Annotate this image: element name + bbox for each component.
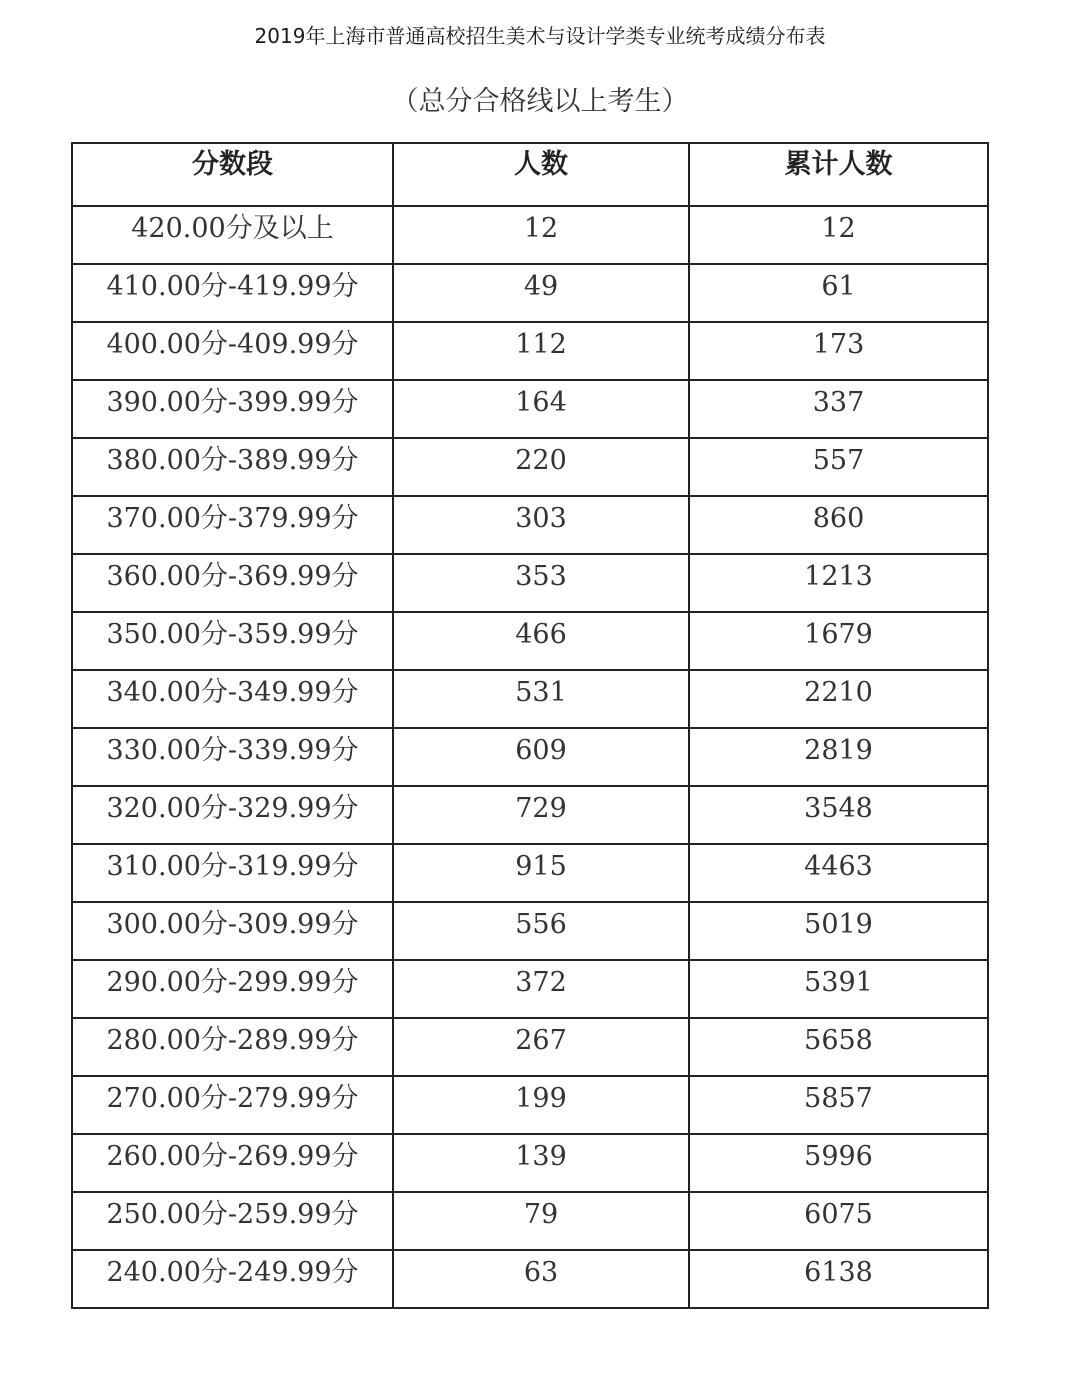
cell-cumulative: 6138 — [689, 1250, 988, 1308]
table-row — [72, 206, 988, 264]
cell-cumulative: 12 — [689, 206, 988, 264]
cell-score-range: 350.00分-359.99分 — [72, 612, 393, 670]
table-row — [72, 844, 988, 902]
cell-cumulative: 4463 — [689, 844, 988, 902]
cell-cumulative: 860 — [689, 496, 988, 554]
cell-score-range: 340.00分-349.99分 — [72, 670, 393, 728]
cell-count: 112 — [393, 322, 689, 380]
cell-score-range: 260.00分-269.99分 — [72, 1134, 393, 1192]
table-row — [72, 380, 988, 438]
cell-count: 79 — [393, 1192, 689, 1250]
table-row — [72, 728, 988, 786]
table-row — [72, 1076, 988, 1134]
cell-score-range: 250.00分-259.99分 — [72, 1192, 393, 1250]
cell-score-range: 410.00分-419.99分 — [72, 264, 393, 322]
cell-count: 49 — [393, 264, 689, 322]
cell-count: 220 — [393, 438, 689, 496]
table-row — [72, 496, 988, 554]
header-cumulative: 累计人数 — [689, 143, 988, 206]
cell-cumulative: 5857 — [689, 1076, 988, 1134]
table-row — [72, 554, 988, 612]
cell-count: 353 — [393, 554, 689, 612]
cell-cumulative: 6075 — [689, 1192, 988, 1250]
table-row — [72, 612, 988, 670]
cell-score-range: 280.00分-289.99分 — [72, 1018, 393, 1076]
cell-count: 609 — [393, 728, 689, 786]
cell-count: 303 — [393, 496, 689, 554]
cell-score-range: 390.00分-399.99分 — [72, 380, 393, 438]
cell-cumulative: 1213 — [689, 554, 988, 612]
cell-count: 531 — [393, 670, 689, 728]
cell-score-range: 290.00分-299.99分 — [72, 960, 393, 1018]
cell-cumulative: 1679 — [689, 612, 988, 670]
header-score-range: 分数段 — [72, 143, 393, 206]
table-header-row — [72, 143, 988, 206]
cell-score-range: 370.00分-379.99分 — [72, 496, 393, 554]
cell-cumulative: 61 — [689, 264, 988, 322]
cell-count: 466 — [393, 612, 689, 670]
cell-score-range: 270.00分-279.99分 — [72, 1076, 393, 1134]
cell-cumulative: 2819 — [689, 728, 988, 786]
cell-cumulative: 557 — [689, 438, 988, 496]
cell-score-range: 420.00分及以上 — [72, 206, 393, 264]
cell-cumulative: 3548 — [689, 786, 988, 844]
cell-cumulative: 337 — [689, 380, 988, 438]
cell-cumulative: 2210 — [689, 670, 988, 728]
table-row — [72, 902, 988, 960]
cell-score-range: 310.00分-319.99分 — [72, 844, 393, 902]
cell-count: 372 — [393, 960, 689, 1018]
table-row — [72, 1134, 988, 1192]
cell-cumulative: 5658 — [689, 1018, 988, 1076]
cell-cumulative: 5019 — [689, 902, 988, 960]
header-count: 人数 — [393, 143, 689, 206]
table-row — [72, 264, 988, 322]
table-row — [72, 1192, 988, 1250]
table-row — [72, 1250, 988, 1308]
cell-score-range: 380.00分-389.99分 — [72, 438, 393, 496]
cell-count: 139 — [393, 1134, 689, 1192]
cell-count: 915 — [393, 844, 689, 902]
cell-cumulative: 5996 — [689, 1134, 988, 1192]
table-row — [72, 670, 988, 728]
table-row — [72, 786, 988, 844]
cell-score-range: 330.00分-339.99分 — [72, 728, 393, 786]
cell-count: 556 — [393, 902, 689, 960]
page-title: 2019年上海市普通高校招生美术与设计学类专业统考成绩分布表 — [254, 24, 826, 48]
page-subtitle: （总分合格线以上考生） — [391, 86, 689, 117]
table-row — [72, 1018, 988, 1076]
cell-score-range: 240.00分-249.99分 — [72, 1250, 393, 1308]
cell-count: 267 — [393, 1018, 689, 1076]
cell-count: 729 — [393, 786, 689, 844]
cell-count: 199 — [393, 1076, 689, 1134]
cell-count: 63 — [393, 1250, 689, 1308]
score-distribution-table — [71, 142, 989, 1309]
cell-score-range: 320.00分-329.99分 — [72, 786, 393, 844]
cell-cumulative: 173 — [689, 322, 988, 380]
cell-count: 12 — [393, 206, 689, 264]
table-body — [72, 206, 988, 1308]
table-row — [72, 322, 988, 380]
cell-cumulative: 5391 — [689, 960, 988, 1018]
cell-score-range: 360.00分-369.99分 — [72, 554, 393, 612]
cell-count: 164 — [393, 380, 689, 438]
cell-score-range: 300.00分-309.99分 — [72, 902, 393, 960]
table-row — [72, 438, 988, 496]
cell-score-range: 400.00分-409.99分 — [72, 322, 393, 380]
table-row — [72, 960, 988, 1018]
